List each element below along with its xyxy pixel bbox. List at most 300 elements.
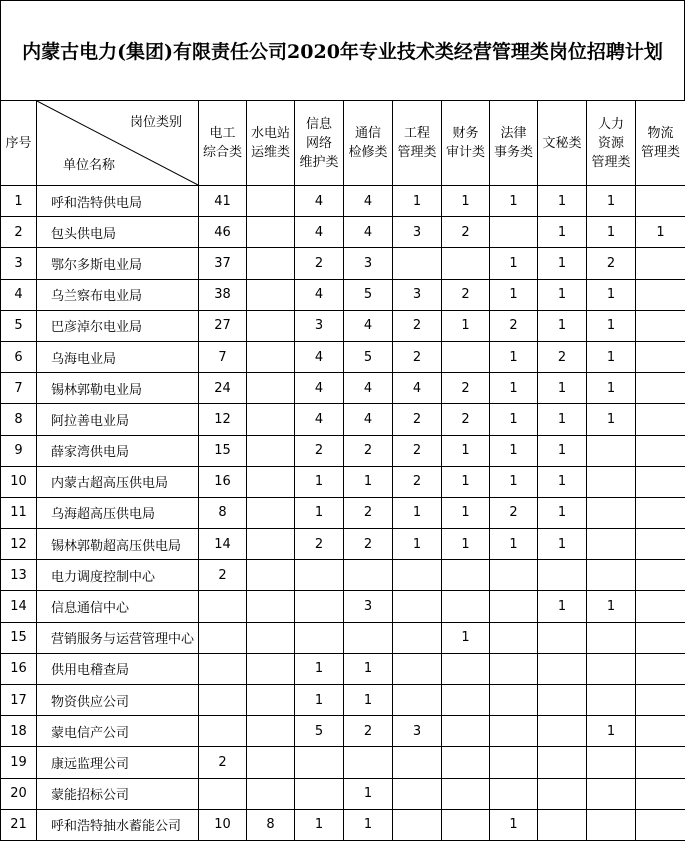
row-count-cell <box>636 716 685 747</box>
row-count-cell <box>490 685 538 716</box>
row-count-cell <box>490 716 538 747</box>
page-title: 内蒙古电力(集团)有限责任公司2020年专业技术类经营管理类岗位招聘计划 <box>0 0 685 100</box>
row-count-cell: 2 <box>344 497 393 528</box>
row-count-cell <box>247 685 295 716</box>
row-unit-name: 巴彦淖尔电业局 <box>37 310 199 341</box>
row-count-cell <box>247 466 295 497</box>
row-count-cell <box>636 404 685 435</box>
row-count-cell: 4 <box>295 404 344 435</box>
row-seq: 3 <box>1 248 37 279</box>
row-count-cell <box>295 747 344 778</box>
row-count-cell: 1 <box>538 310 587 341</box>
row-count-cell <box>442 560 490 591</box>
row-seq: 11 <box>1 497 37 528</box>
table-row <box>1 279 685 310</box>
row-count-cell: 1 <box>587 217 636 248</box>
row-seq: 1 <box>1 186 37 217</box>
row-count-cell <box>490 217 538 248</box>
row-count-cell: 1 <box>538 248 587 279</box>
row-count-cell <box>636 310 685 341</box>
header-col-7 <box>538 101 587 186</box>
header-col-line: 人力 <box>597 116 624 132</box>
row-count-cell: 4 <box>344 186 393 217</box>
row-count-cell <box>636 248 685 279</box>
row-count-cell <box>247 373 295 404</box>
row-count-cell <box>199 653 247 684</box>
row-count-cell: 1 <box>587 591 636 622</box>
row-count-cell <box>199 622 247 653</box>
row-unit-name: 供用电稽查局 <box>37 653 199 684</box>
row-count-cell: 2 <box>393 310 442 341</box>
row-count-cell <box>393 685 442 716</box>
row-count-cell: 4 <box>295 186 344 217</box>
row-count-cell <box>636 809 685 840</box>
row-count-cell <box>393 809 442 840</box>
row-count-cell <box>636 778 685 809</box>
header-seq: 序号 <box>1 101 37 186</box>
row-count-cell <box>490 560 538 591</box>
row-count-cell: 37 <box>199 248 247 279</box>
row-count-cell: 1 <box>393 529 442 560</box>
row-count-cell: 1 <box>538 529 587 560</box>
row-count-cell <box>538 685 587 716</box>
row-count-cell: 1 <box>295 497 344 528</box>
row-count-cell <box>442 341 490 372</box>
row-count-cell: 1 <box>393 497 442 528</box>
row-count-cell: 1 <box>442 529 490 560</box>
row-count-cell <box>636 685 685 716</box>
table-row <box>1 685 685 716</box>
table-row <box>1 404 685 435</box>
row-unit-name: 蒙电信产公司 <box>37 716 199 747</box>
row-count-cell: 4 <box>393 373 442 404</box>
row-count-cell: 1 <box>295 809 344 840</box>
row-count-cell: 15 <box>199 435 247 466</box>
header-col-line: 事务类 <box>493 145 533 160</box>
row-seq: 4 <box>1 279 37 310</box>
header-unit-label: 单位名称 <box>63 158 116 173</box>
row-count-cell: 1 <box>587 404 636 435</box>
row-count-cell <box>538 653 587 684</box>
header-col-line: 工程 <box>403 126 430 141</box>
row-unit-name: 鄂尔多斯电业局 <box>37 248 199 279</box>
row-count-cell <box>490 591 538 622</box>
row-count-cell <box>442 716 490 747</box>
header-col-6 <box>490 101 538 186</box>
row-count-cell <box>247 341 295 372</box>
row-count-cell: 3 <box>344 591 393 622</box>
row-count-cell <box>538 809 587 840</box>
table-row <box>1 186 685 217</box>
row-seq: 15 <box>1 622 37 653</box>
row-seq: 19 <box>1 747 37 778</box>
row-count-cell <box>199 591 247 622</box>
row-count-cell <box>344 622 393 653</box>
row-count-cell <box>295 591 344 622</box>
row-count-cell <box>442 809 490 840</box>
table-row <box>1 778 685 809</box>
row-count-cell: 2 <box>442 279 490 310</box>
row-count-cell <box>247 435 295 466</box>
row-count-cell: 2 <box>344 716 393 747</box>
row-count-cell: 14 <box>199 529 247 560</box>
header-col-line: 电工 <box>209 126 236 141</box>
row-count-cell: 5 <box>295 716 344 747</box>
row-count-cell <box>636 186 685 217</box>
row-seq: 7 <box>1 373 37 404</box>
row-count-cell <box>442 747 490 778</box>
row-count-cell: 1 <box>442 435 490 466</box>
row-count-cell <box>636 529 685 560</box>
row-count-cell: 1 <box>442 622 490 653</box>
row-count-cell <box>247 560 295 591</box>
row-count-cell <box>247 778 295 809</box>
header-col-4 <box>393 101 442 186</box>
row-count-cell: 1 <box>344 778 393 809</box>
row-count-cell: 2 <box>295 435 344 466</box>
row-count-cell <box>538 716 587 747</box>
table-row <box>1 529 685 560</box>
row-count-cell: 41 <box>199 186 247 217</box>
row-count-cell: 1 <box>344 466 393 497</box>
row-count-cell <box>442 248 490 279</box>
header-row <box>1 101 685 186</box>
row-count-cell: 1 <box>490 248 538 279</box>
row-count-cell <box>393 778 442 809</box>
table-row <box>1 435 685 466</box>
row-count-cell <box>442 591 490 622</box>
row-count-cell <box>247 497 295 528</box>
recruitment-table <box>0 100 685 841</box>
row-count-cell <box>393 591 442 622</box>
row-count-cell: 1 <box>538 591 587 622</box>
header-col-line: 审计类 <box>445 145 485 160</box>
row-count-cell <box>587 497 636 528</box>
row-count-cell: 3 <box>393 716 442 747</box>
table-row <box>1 591 685 622</box>
table-row <box>1 373 685 404</box>
row-count-cell: 1 <box>490 341 538 372</box>
row-count-cell <box>587 435 636 466</box>
row-count-cell: 1 <box>538 373 587 404</box>
row-count-cell: 12 <box>199 404 247 435</box>
row-count-cell <box>587 622 636 653</box>
row-unit-name: 锡林郭勒电业局 <box>37 373 199 404</box>
row-seq: 14 <box>1 591 37 622</box>
row-count-cell: 1 <box>636 217 685 248</box>
row-count-cell <box>247 653 295 684</box>
row-count-cell: 2 <box>393 435 442 466</box>
row-count-cell: 1 <box>490 279 538 310</box>
table-row <box>1 248 685 279</box>
header-category-label: 岗位类别 <box>129 115 182 130</box>
row-count-cell: 16 <box>199 466 247 497</box>
row-count-cell: 1 <box>538 404 587 435</box>
row-count-cell: 1 <box>344 653 393 684</box>
row-count-cell <box>247 404 295 435</box>
row-count-cell <box>199 778 247 809</box>
row-unit-name: 蒙能招标公司 <box>37 778 199 809</box>
row-count-cell: 1 <box>490 186 538 217</box>
table-row <box>1 217 685 248</box>
row-count-cell <box>199 685 247 716</box>
header-col-line: 文秘类 <box>542 135 582 151</box>
row-count-cell <box>587 560 636 591</box>
row-count-cell: 8 <box>199 497 247 528</box>
row-count-cell <box>247 186 295 217</box>
header-col-line: 水电站 <box>250 126 290 141</box>
row-count-cell <box>344 747 393 778</box>
row-unit-name: 锡林郭勒超高压供电局 <box>37 529 199 560</box>
header-col-0 <box>199 101 247 186</box>
row-count-cell <box>636 622 685 653</box>
row-unit-name: 呼和浩特抽水蓄能公司 <box>37 809 199 840</box>
row-count-cell: 3 <box>295 310 344 341</box>
table-row <box>1 622 685 653</box>
row-seq: 10 <box>1 466 37 497</box>
row-count-cell: 2 <box>199 747 247 778</box>
header-col-line: 物流 <box>647 126 674 141</box>
row-count-cell: 1 <box>490 529 538 560</box>
row-count-cell: 2 <box>442 217 490 248</box>
row-count-cell <box>636 341 685 372</box>
row-count-cell <box>636 653 685 684</box>
table-row <box>1 809 685 840</box>
row-seq: 2 <box>1 217 37 248</box>
row-unit-name: 呼和浩特供电局 <box>37 186 199 217</box>
row-count-cell: 24 <box>199 373 247 404</box>
header-col-line: 通信 <box>354 126 381 141</box>
row-count-cell <box>636 560 685 591</box>
row-count-cell <box>587 685 636 716</box>
row-count-cell: 1 <box>295 466 344 497</box>
row-count-cell <box>247 622 295 653</box>
row-count-cell: 2 <box>344 435 393 466</box>
row-unit-name: 乌海超高压供电局 <box>37 497 199 528</box>
header-col-line: 维护类 <box>299 154 339 170</box>
row-count-cell: 4 <box>344 404 393 435</box>
row-count-cell <box>295 560 344 591</box>
header-col-line: 网络 <box>305 135 332 151</box>
row-count-cell: 38 <box>199 279 247 310</box>
row-seq: 9 <box>1 435 37 466</box>
table-row <box>1 310 685 341</box>
row-count-cell <box>587 529 636 560</box>
row-count-cell <box>295 778 344 809</box>
header-col-3 <box>344 101 393 186</box>
header-col-line: 管理类 <box>397 145 437 160</box>
row-count-cell <box>636 497 685 528</box>
row-count-cell: 8 <box>247 809 295 840</box>
row-count-cell: 1 <box>538 279 587 310</box>
row-count-cell: 1 <box>538 497 587 528</box>
row-unit-name: 乌海电业局 <box>37 341 199 372</box>
row-count-cell <box>538 560 587 591</box>
row-unit-name: 康远监理公司 <box>37 747 199 778</box>
table-row <box>1 716 685 747</box>
header-col-line: 管理类 <box>591 154 631 170</box>
row-count-cell: 1 <box>295 685 344 716</box>
row-count-cell <box>538 747 587 778</box>
row-count-cell: 2 <box>490 310 538 341</box>
row-count-cell: 1 <box>442 186 490 217</box>
row-count-cell <box>442 778 490 809</box>
row-count-cell <box>587 653 636 684</box>
row-count-cell: 1 <box>538 435 587 466</box>
row-count-cell: 4 <box>295 279 344 310</box>
header-col-line: 管理类 <box>640 145 680 160</box>
row-count-cell: 2 <box>295 529 344 560</box>
row-count-cell: 2 <box>442 404 490 435</box>
row-count-cell: 2 <box>393 466 442 497</box>
row-seq: 5 <box>1 310 37 341</box>
row-count-cell <box>247 747 295 778</box>
row-count-cell <box>344 560 393 591</box>
header-col-line: 运维类 <box>250 145 290 160</box>
row-count-cell: 2 <box>393 404 442 435</box>
row-count-cell: 1 <box>490 466 538 497</box>
row-seq: 12 <box>1 529 37 560</box>
row-count-cell: 1 <box>587 373 636 404</box>
row-count-cell <box>295 622 344 653</box>
row-count-cell <box>247 529 295 560</box>
row-unit-name: 电力调度控制中心 <box>37 560 199 591</box>
header-col-line: 综合类 <box>202 145 242 160</box>
row-unit-name: 乌兰察布电业局 <box>37 279 199 310</box>
row-count-cell <box>636 747 685 778</box>
row-count-cell: 2 <box>587 248 636 279</box>
row-count-cell: 5 <box>344 279 393 310</box>
row-count-cell <box>587 778 636 809</box>
row-count-cell: 1 <box>490 435 538 466</box>
row-count-cell: 1 <box>538 466 587 497</box>
row-count-cell <box>442 685 490 716</box>
row-count-cell <box>490 747 538 778</box>
row-seq: 6 <box>1 341 37 372</box>
row-count-cell <box>393 248 442 279</box>
header-col-line: 财务 <box>452 126 479 141</box>
row-count-cell: 2 <box>442 373 490 404</box>
header-col-line: 资源 <box>597 135 624 151</box>
row-count-cell: 4 <box>344 310 393 341</box>
row-seq: 16 <box>1 653 37 684</box>
row-count-cell: 1 <box>344 685 393 716</box>
header-col-5 <box>442 101 490 186</box>
row-count-cell: 7 <box>199 341 247 372</box>
table-row <box>1 497 685 528</box>
header-col-2 <box>295 101 344 186</box>
header-col-line: 检修类 <box>348 145 388 160</box>
row-count-cell <box>587 809 636 840</box>
row-count-cell <box>636 279 685 310</box>
row-count-cell: 2 <box>538 341 587 372</box>
table-row <box>1 341 685 372</box>
row-count-cell: 1 <box>490 404 538 435</box>
row-count-cell: 3 <box>344 248 393 279</box>
row-count-cell <box>442 653 490 684</box>
row-count-cell <box>636 466 685 497</box>
row-count-cell: 1 <box>587 186 636 217</box>
row-count-cell: 1 <box>538 217 587 248</box>
row-count-cell: 2 <box>344 529 393 560</box>
table-body <box>1 186 685 841</box>
row-count-cell <box>247 279 295 310</box>
row-unit-name: 阿拉善电业局 <box>37 404 199 435</box>
row-count-cell: 4 <box>295 341 344 372</box>
row-count-cell <box>490 653 538 684</box>
row-count-cell: 46 <box>199 217 247 248</box>
header-col-line: 法律 <box>500 126 527 141</box>
row-seq: 17 <box>1 685 37 716</box>
row-count-cell <box>490 622 538 653</box>
header-diagonal-cell <box>37 101 199 186</box>
row-count-cell: 1 <box>587 341 636 372</box>
header-col-9 <box>636 101 685 186</box>
row-count-cell: 2 <box>393 341 442 372</box>
row-count-cell <box>247 217 295 248</box>
row-count-cell <box>538 778 587 809</box>
row-seq: 21 <box>1 809 37 840</box>
row-count-cell: 2 <box>490 497 538 528</box>
row-count-cell: 1 <box>587 279 636 310</box>
row-count-cell <box>636 591 685 622</box>
table-row <box>1 747 685 778</box>
row-unit-name: 信息通信中心 <box>37 591 199 622</box>
row-count-cell: 1 <box>538 186 587 217</box>
row-count-cell <box>393 653 442 684</box>
row-count-cell <box>247 591 295 622</box>
row-count-cell <box>247 248 295 279</box>
row-count-cell <box>490 778 538 809</box>
row-seq: 20 <box>1 778 37 809</box>
row-count-cell: 3 <box>393 217 442 248</box>
row-count-cell: 4 <box>295 217 344 248</box>
row-count-cell: 1 <box>442 466 490 497</box>
row-unit-name: 营销服务与运营管理中心 <box>37 622 199 653</box>
table-row <box>1 653 685 684</box>
row-count-cell <box>247 310 295 341</box>
row-count-cell: 1 <box>442 497 490 528</box>
row-count-cell: 1 <box>442 310 490 341</box>
row-count-cell: 1 <box>587 310 636 341</box>
row-unit-name: 薛家湾供电局 <box>37 435 199 466</box>
row-count-cell: 4 <box>344 373 393 404</box>
row-seq: 13 <box>1 560 37 591</box>
row-count-cell: 1 <box>344 809 393 840</box>
row-count-cell: 2 <box>199 560 247 591</box>
row-count-cell <box>393 622 442 653</box>
row-count-cell: 5 <box>344 341 393 372</box>
row-seq: 18 <box>1 716 37 747</box>
header-col-8 <box>587 101 636 186</box>
row-count-cell: 27 <box>199 310 247 341</box>
row-count-cell: 1 <box>587 716 636 747</box>
header-col-line: 信息 <box>305 116 332 132</box>
row-count-cell: 10 <box>199 809 247 840</box>
row-count-cell: 4 <box>344 217 393 248</box>
row-seq: 8 <box>1 404 37 435</box>
row-unit-name: 内蒙古超高压供电局 <box>37 466 199 497</box>
header-col-1 <box>247 101 295 186</box>
row-count-cell <box>587 747 636 778</box>
row-count-cell: 1 <box>295 653 344 684</box>
row-count-cell: 1 <box>490 373 538 404</box>
row-unit-name: 包头供电局 <box>37 217 199 248</box>
row-unit-name: 物资供应公司 <box>37 685 199 716</box>
row-count-cell: 4 <box>295 373 344 404</box>
table-row <box>1 560 685 591</box>
row-count-cell <box>393 747 442 778</box>
